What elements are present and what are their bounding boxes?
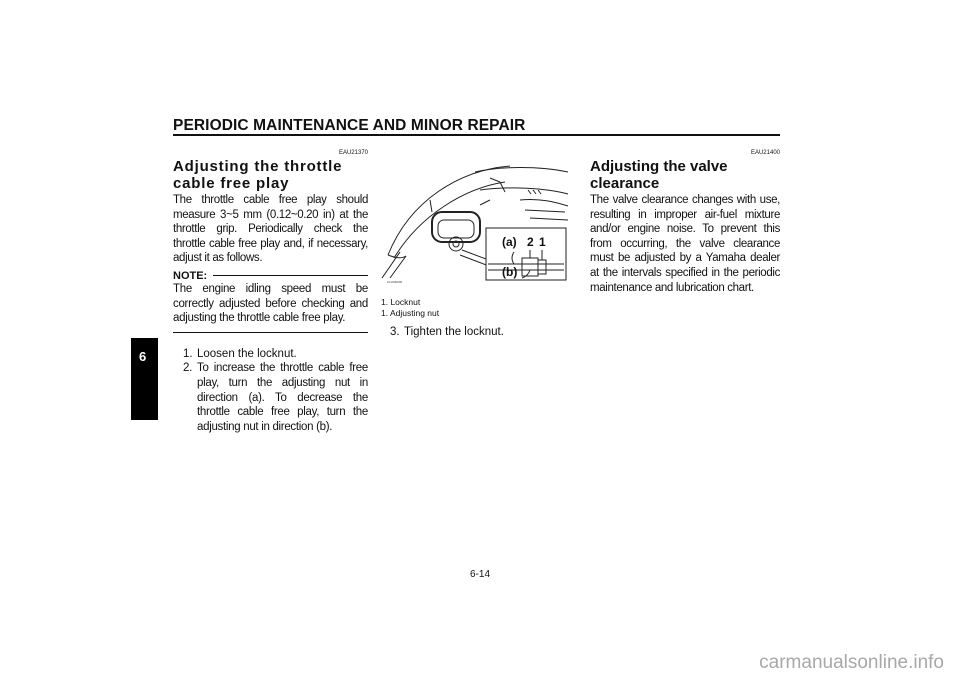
caption-1: 1. Locknut bbox=[381, 297, 421, 307]
header-rule bbox=[173, 134, 780, 136]
note-label: NOTE: bbox=[173, 269, 208, 282]
step-number: 3. bbox=[390, 326, 400, 338]
figure-captions bbox=[381, 297, 439, 318]
step-number: 1. bbox=[183, 347, 193, 360]
left-column bbox=[173, 150, 368, 434]
callout-2-label: 2 bbox=[527, 235, 534, 249]
note-rule-top bbox=[213, 275, 368, 276]
direction-b-label: (b) bbox=[502, 265, 518, 279]
section-code: EAU21370 bbox=[338, 150, 368, 156]
inset-box bbox=[486, 228, 566, 280]
list-item bbox=[183, 347, 368, 362]
section-code: EAU21400 bbox=[750, 150, 780, 156]
page-header-title: PERIODIC MAINTENANCE AND MINOR REPAIR bbox=[173, 117, 526, 134]
section-title: Adjusting the valve clearance bbox=[590, 158, 728, 192]
page-number: 6-14 bbox=[469, 569, 490, 580]
watermark: carmanualsonline.info bbox=[759, 652, 944, 673]
section-title: Adjusting the throttle cable free play bbox=[173, 158, 343, 192]
step-number: 2. bbox=[183, 362, 192, 375]
throttle-figure bbox=[380, 160, 570, 285]
step-text: To increase the throttle cable free play, turn the adjusting nut in direction (a). To decrease the throttle cable free play, turn the adjusting nut in direction (b). bbox=[197, 362, 368, 433]
chapter-tab-number: 6 bbox=[139, 349, 147, 364]
step-text: Tighten the locknut. bbox=[404, 326, 504, 338]
note-heading bbox=[173, 270, 368, 282]
direction-a-label: (a) bbox=[502, 235, 517, 249]
figure-code: ZAUM0000 bbox=[387, 280, 403, 284]
callout-1-label: 1 bbox=[539, 235, 546, 249]
steps-list bbox=[183, 347, 368, 435]
throttle-grip-illustration bbox=[380, 160, 570, 285]
step-3 bbox=[390, 325, 570, 340]
step-text: Loosen the locknut. bbox=[197, 347, 297, 360]
section-paragraph: The throttle cable free play should measure 3~5 mm (0.12~0.20 in) at the throttle grip. Periodically check the throttle cable free play and, if necessary, adjust it as follows. bbox=[173, 194, 368, 265]
list-item bbox=[183, 361, 368, 434]
right-column bbox=[590, 150, 780, 295]
list-item bbox=[390, 325, 570, 340]
note-rule-bottom bbox=[173, 332, 368, 333]
section-paragraph: The valve clearance changes with use, resulting in improper air-fuel mixture and/or engine noise. To prevent this from occurring, the valve clearance must be adjusted by a Yamaha dealer at the intervals specified in the periodic maintenance and lubrication chart. bbox=[590, 194, 780, 294]
caption-2: 1. Adjusting nut bbox=[381, 307, 440, 318]
note-text: The engine idling speed must be correctly adjusted before checking and adjusting the throttle cable free play. bbox=[173, 282, 368, 325]
